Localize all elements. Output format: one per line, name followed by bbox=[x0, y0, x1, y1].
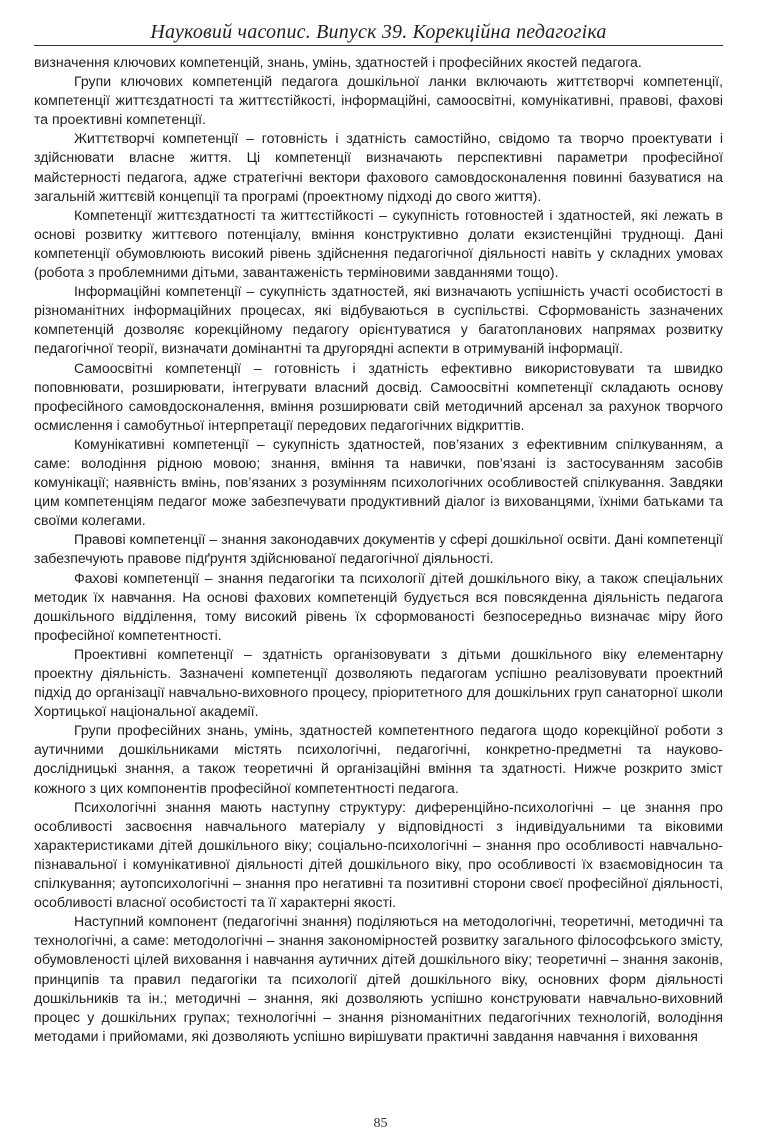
paragraph-viability-competences: Компетенції життєздатності та життєстійкості – сукупність готовностей і здатностей, які лежать в основі розвитку життєвого потенціалу, вміння конструктивно долати екзистенційні труднощі. Дані компетенції обумовлюють високий рівень здійснення педагогічної діяльності навіть у складних умовах (робота з проблемними дітьми, завантаженість терміновими завданнями тощо). bbox=[34, 206, 723, 281]
paragraph-life-creative-competences: Життєтворчі компетенції – готовність і здатність самостійно, свідомо та творчо проектувати і здійснювати власне життя. Ці компетенції визначають перспективні параметри професійної майстерності педагога, адже стратегічні вектори фахового самовдосконалення повинні базуватися на загальній життєвій концепції та програмі (проектному підході до свого життя). bbox=[34, 130, 723, 204]
paragraph-information-competences: Інформаційні компетенції – сукупність здатностей, які визначають успішність участі особистості в різноманітних інформаційних процесах, які відбуваються в суспільстві. Сформованість зазначених компетенцій дозволяє корекційному педагогу орієнтуватися у багатопланових напрямах розвитку педагогічної теорії, визначати домінантні та другорядні аспекти в отримуваній інформації. bbox=[34, 283, 723, 357]
paragraph-continuation: визначення ключових компетенцій, знань, умінь, здатностей і професійних якостей педагога. bbox=[34, 54, 642, 70]
paragraph-project-competences: Проективні компетенції – здатність організовувати з дітьми дошкільного віку елементарну проектну діяльність. Зазначені компетенції дозволяють педагогам успішно реалізовувати проектний підхід до організації навчально-виховного процесу, пріоритетного для дошкільних груп санаторної школи Хортицької національної академії. bbox=[34, 645, 723, 720]
page-number: 85 bbox=[373, 1116, 388, 1131]
paragraph-self-education-competences: Самоосвітні компетенції – готовність і здатність ефективно використовувати та швидко поповнювати, розширювати, інтегрувати власний досвід. Самоосвітні компетенції складають основу професійного самовдосконалення, вміння розширювати свій методичний арсенал за рахунок творчого осмислення і самобутньої інтерпретації передових педагогічних відкриттів. bbox=[34, 359, 723, 433]
paragraph-communicative-competences: Комунікативні компетенції – сукупність здатностей, пов’язаних з ефективним спілкуванням, а саме: володіння рідною мовою; знання, вміння та навички, пов’язані із застосуванням засобів комунікації; наявність вмінь, пов’язаних з розумінням психологічних особливостей спілкування. Завдяки цим компетенціям педагог може забезпечувати продуктивний діалог із вихованцями, їхніми батьками та своїми колегами. bbox=[34, 435, 723, 529]
paragraph-key-competence-groups: Групи ключових компетенцій педагога дошкільної ланки включають життєтворчі компетенції, компетенції життєздатності та життєстійкості, інформаційні, самоосвітні, комунікативні, правові, фахові та проективні компетенції. bbox=[34, 73, 723, 128]
running-head: Науковий часопис. Випуск 39. Корекційна педагогіка bbox=[150, 21, 607, 43]
paragraph-pedagogical-knowledge: Наступний компонент (педагогічні знання) поділяються на методологічні, теоретичні, методичні та технологічні, а саме: методологічні – знання закономірностей розвитку загального філософського змісту, обумовленості цілей виховання і навчання аутичних дітей дошкільного віку; теоретичні – знання законів, принципів та правил педагогіки та психології дітей дошкільного віку, основних форм діяльності дошкільників та ін.; методичні – знання, які дозволяють успішно конструювати навчально-виховний процес у дошкільних групах; технологічні – знання різноманітних педагогічних технологій, володіння методами і прийомами, які дозволяють успішно вирішувати практичні завдання навчання і виховання bbox=[34, 913, 723, 1044]
paragraph-professional-knowledge-groups: Групи професійних знань, умінь, здатностей компетентного педагога щодо корекційної роботи з аутичними дошкільниками містять психологічні, педагогічні, конкретно-предметні та науково-дослідницькі знання, а також теоретичні й організаційні вміння та здатності. Нижче розкрито зміст кожного з цих компонентів професійної компетентності педагога. bbox=[34, 722, 723, 796]
header-rule bbox=[34, 45, 723, 46]
article-body bbox=[34, 53, 723, 1046]
paragraph-professional-competences: Фахові компетенції – знання педагогіки та психології дітей дошкільного віку, а також спеціальних методик їх навчання. На основі фахових компетенцій будується вся повсякденна діяльність педагога дошкільного відділення, тому високий рівень їх сформованості безпосередньо визначає міру його професійної компетентності. bbox=[34, 569, 723, 643]
paragraph-psychological-knowledge: Психологічні знання мають наступну структуру: диференційно-психологічні – це знання про особливості засвоєння навчального матеріалу у відповідності з індивідуальними та віковими характеристиками дітей дошкільного віку; соціально-психологічні – знання про особливості навчально-пізнавальної і комунікативної діяльності дітей дошкільного віку, про особливості їх взаємовідносин та спілкування; аутопсихологічні – знання про негативні та позитивні сторони своєї професійної діяльності, особливості власної особистості та її характерні якості. bbox=[34, 798, 723, 911]
paragraph-legal-competences: Правові компетенції – знання законодавчих документів у сфері дошкільної освіти. Дані компетенції забезпечують правове підґрунтя здійснюваної педагогічної діяльності. bbox=[34, 531, 723, 567]
